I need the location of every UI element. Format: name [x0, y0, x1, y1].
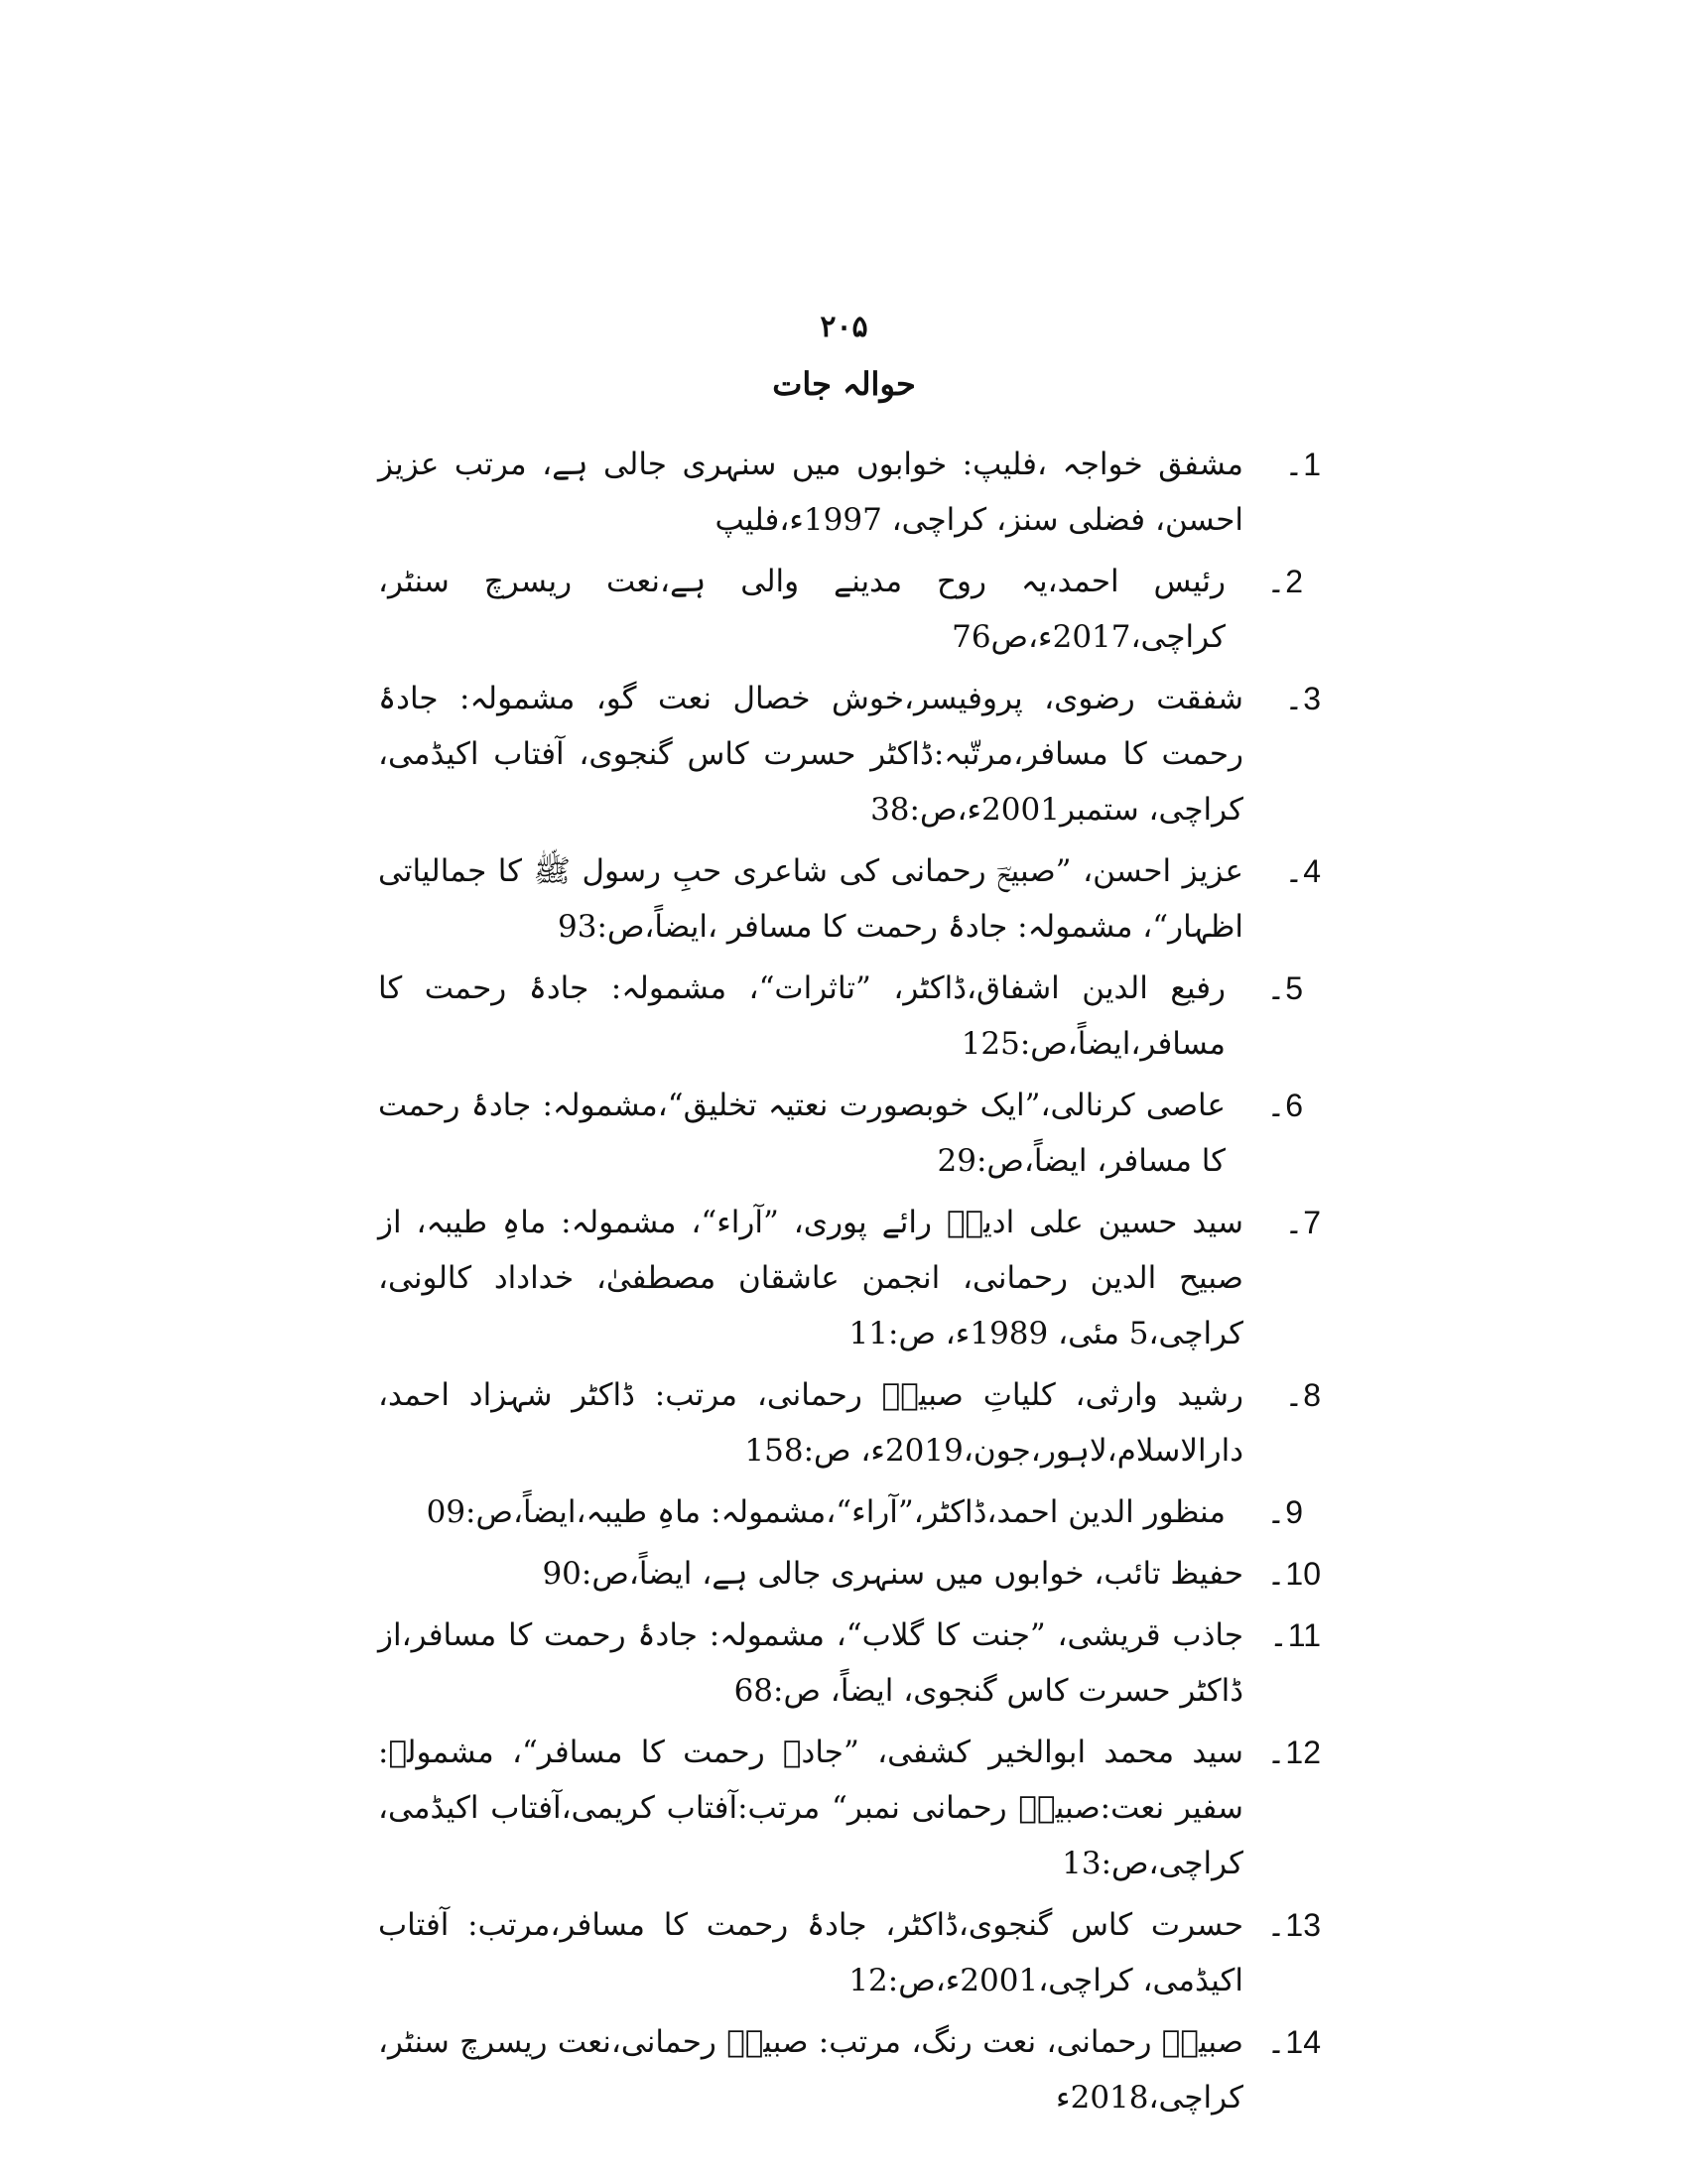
reference-text: رشید وارثی، کلیاتِ صبیحؔ رحمانی، مرتب: ڈاکٹر شہزاد احمد، دارالاسلام،لاہور،جون،2019ء، ص:158 [378, 1377, 1243, 1469]
reference-number: 1۔ [1284, 447, 1321, 482]
reference-number: 4۔ [1284, 853, 1321, 889]
reference-text: جاذب قریشی، ”جنت کا گلاب“، مشمولہ: جادۂ رحمت کا مسافر،از ڈاکٹر حسرت کاس گنجوی، ایضاً، ص:68 [378, 1617, 1243, 1709]
reference-text: حسرت کاس گنجوی،ڈاکٹر، جادۂ رحمت کا مسافر،مرتب: آفتاب اکیڈمی، کراچی،2001ء،ص:12 [378, 1907, 1243, 1998]
reference-number: 2۔ [1266, 564, 1303, 599]
reference-text: رفیع الدین اشفاق،ڈاکٹر، ”تاثرات“، مشمولہ: جادۂ رحمت کا مسافر،ایضاً،ص:125 [378, 970, 1226, 1062]
reference-number: 11۔ [1269, 1617, 1321, 1653]
reference-number: 3۔ [1284, 681, 1321, 716]
reference-text: رئیس احمد،یہ روح مدینے والی ہے،نعت ریسرچ سنٹر، کراچی،2017ء،ص76 [378, 564, 1226, 655]
reference-text: عاصی کرنالی،”ایک خوبصورت نعتیہ تخلیق“،مشمولہ: جادۂ رحمت کا مسافر، ایضاً،ص:29 [378, 1088, 1226, 1179]
reference-item [378, 2014, 1321, 2125]
reference-item [378, 671, 1321, 837]
reference-text: سید محمد ابوالخیر کشفی، ”جادۂ رحمت کا مسافر“، مشمولہ: سفیر نعت:صبیحؔ رحمانی نمبر“ مرتب:آفتاب کریمی،آفتاب اکیڈمی، کراچی،ص:13 [378, 1734, 1243, 1881]
reference-number: 14۔ [1266, 2024, 1321, 2060]
reference-text: مشفق خواجہ ،فلیپ: خوابوں میں سنہری جالی ہے، مرتب عزیز احسن، فضلی سنز، کراچی، 1997ء،فلیپ [378, 447, 1243, 538]
page-number: ۲۰۵ [820, 310, 868, 344]
reference-item [378, 1897, 1321, 2008]
reference-text: شفقت رضوی، پروفیسر،خوش خصال نعت گو، مشمولہ: جادۂ رحمت کا مسافر،مرتّبہ:ڈاکٹر حسرت کاس گنجوی، آفتاب اکیڈمی، کراچی، ستمبر2001ء،ص:38 [378, 681, 1243, 828]
reference-text: عزیز احسن، ”صبیحؔ رحمانی کی شاعری حبِ رسول ﷺ کا جمالیاتی اظہار“، مشمولہ: جادۂ رحمت کا مسافر ،ایضاً،ص:93 [378, 853, 1243, 945]
reference-item [378, 961, 1321, 1072]
reference-item [378, 554, 1321, 665]
reference-text: صبیحؔ رحمانی، نعت رنگ، مرتب: صبیحؔ رحمانی،نعت ریسرچ سنٹر، کراچی،2018ء [378, 2024, 1243, 2116]
reference-number: 6۔ [1266, 1088, 1303, 1123]
reference-number: 8۔ [1284, 1377, 1321, 1413]
reference-number: 9۔ [1266, 1494, 1303, 1530]
reference-text: سید حسین علی ادیبؔ رائے پوری، ”آراء“، مشمولہ: ماہِ طیبہ، از صبیح الدین رحمانی، انجمن عاشقان مصطفیٰ، خداداد کالونی، کراچی،5 مئی، 1989ء، ص:11 [378, 1205, 1243, 1351]
reference-item [378, 1546, 1321, 1602]
reference-item [378, 843, 1321, 955]
reference-item [378, 1367, 1321, 1478]
reference-number: 10۔ [1266, 1556, 1321, 1592]
page-title: حوالہ جات [772, 365, 916, 403]
reference-number: 5۔ [1266, 970, 1303, 1006]
reference-item [378, 1607, 1321, 1719]
reference-number: 7۔ [1284, 1205, 1321, 1240]
reference-item [378, 1484, 1321, 1540]
reference-item [378, 437, 1321, 548]
reference-text: حفیظ تائب، خوابوں میں سنہری جالی ہے، ایضاً،ص:90 [542, 1556, 1243, 1592]
references-list [378, 437, 1321, 2131]
reference-item [378, 1078, 1321, 1189]
reference-number: 12۔ [1266, 1734, 1321, 1770]
reference-number: 13۔ [1266, 1907, 1321, 1943]
reference-text: منظور الدین احمد،ڈاکٹر،”آراء“،مشمولہ: ماہِ طیبہ،ایضاً،ص:09 [426, 1494, 1226, 1530]
reference-item [378, 1195, 1321, 1361]
reference-item [378, 1725, 1321, 1891]
